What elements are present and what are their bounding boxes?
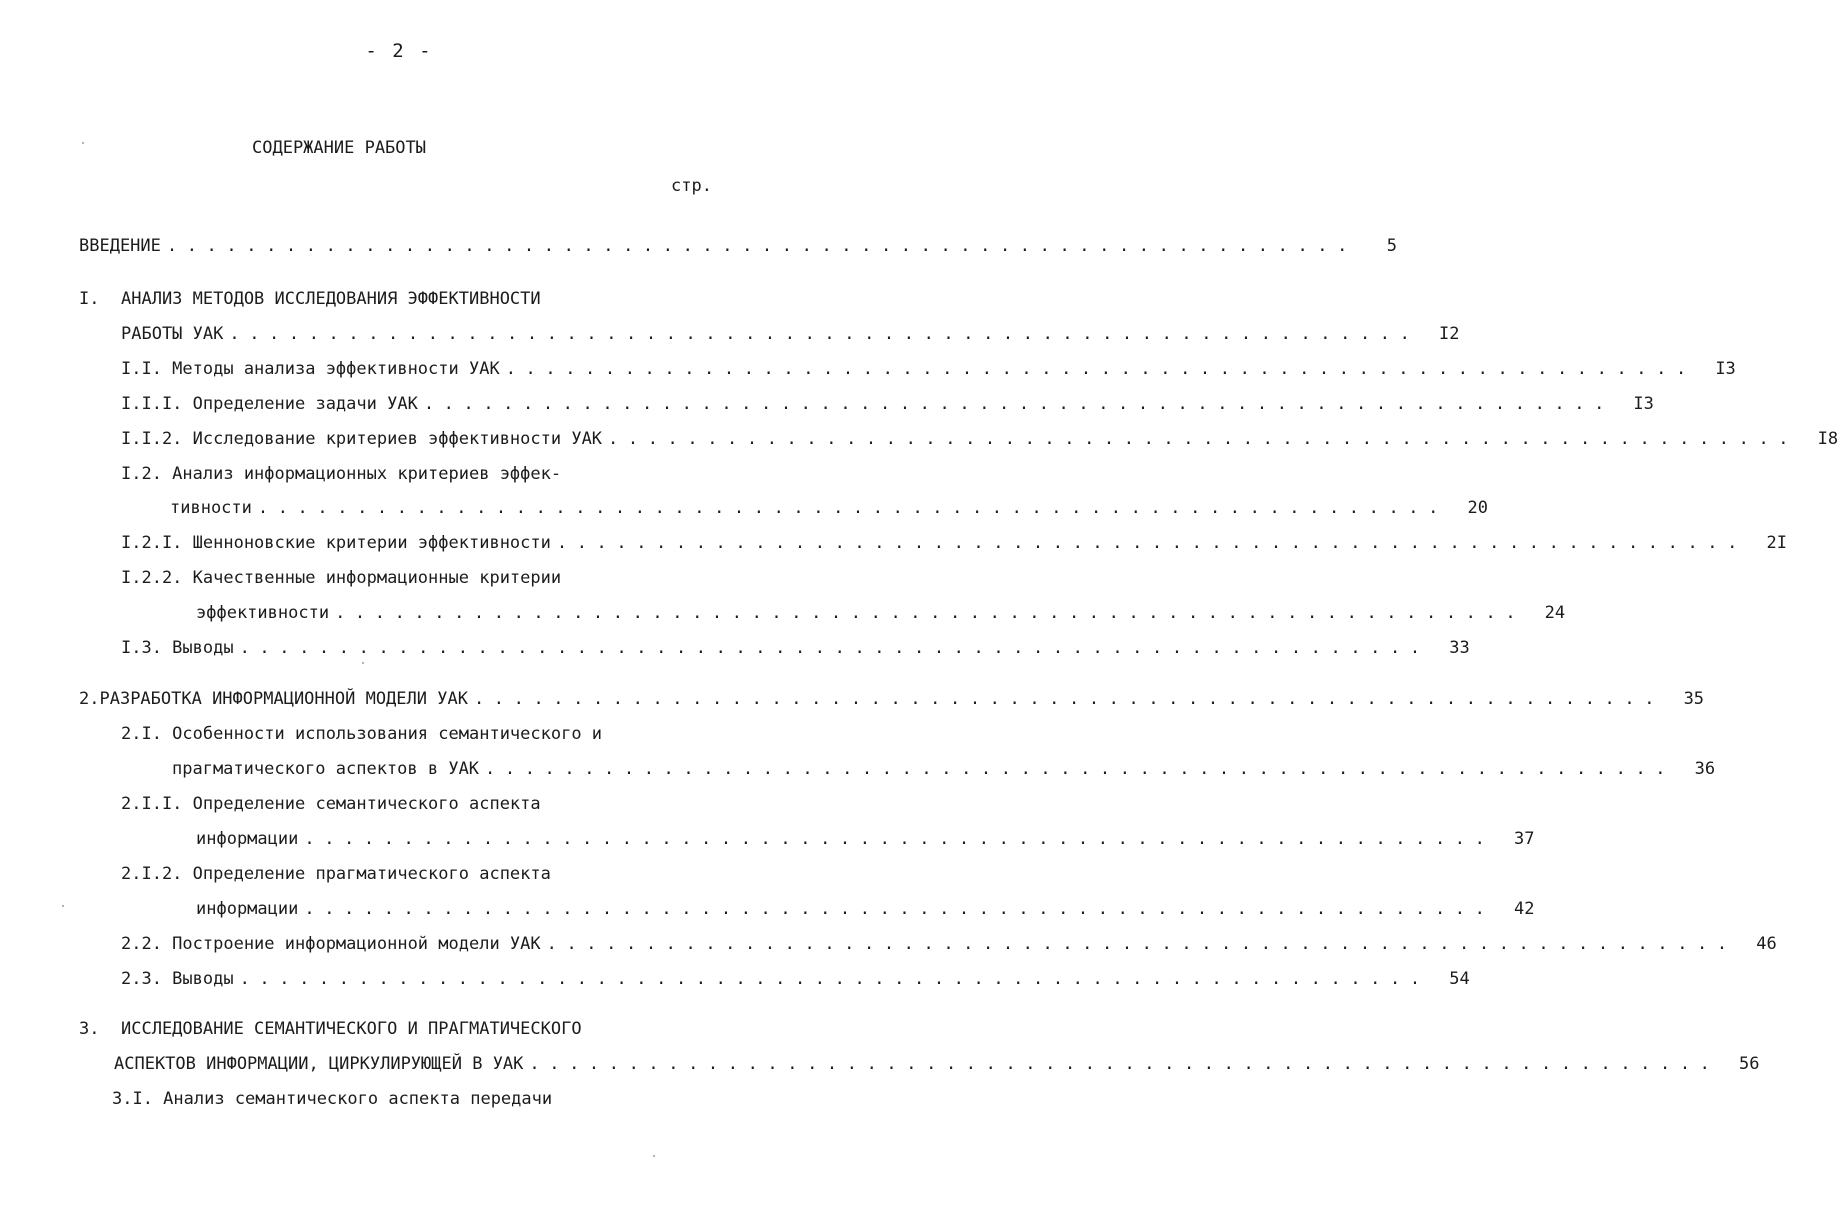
toc-dot-leader: ............................................................ xyxy=(473,689,1665,709)
toc-entry xyxy=(121,791,696,817)
toc-entry-label: 2.I. Особенности использования семантического и xyxy=(121,724,603,744)
toc-entry-label: РАЗРАБОТКА ИНФОРМАЦИОННОЙ МОДЕЛИ УАК xyxy=(99,689,468,709)
toc-page-number: I2 xyxy=(1438,324,1460,344)
toc-entry xyxy=(121,861,696,887)
scan-speck xyxy=(653,1155,655,1157)
toc-entry-label: I.2.2. Качественные информационные критерии xyxy=(121,568,562,588)
page-column-header: стр. xyxy=(671,176,712,196)
toc-entry-label: информации xyxy=(196,829,299,849)
toc-entry-label: 2.I.2. Определение прагматического аспекта xyxy=(121,864,551,884)
toc-entry-label: 2.2. Построение информационной модели УАК xyxy=(121,934,541,954)
toc-page-number: 35 xyxy=(1683,689,1705,709)
toc-page-number: I8 xyxy=(1817,429,1838,449)
toc-entry xyxy=(79,1016,696,1042)
toc-entry-label: 3.I. Анализ семантического аспекта передачи xyxy=(112,1089,553,1109)
toc-entry xyxy=(196,600,1566,626)
toc-entry-label: I.2. Анализ информационных критериев эффек- xyxy=(121,464,562,484)
toc-entry-label: 2.I.I. Определение семантического аспекта xyxy=(121,794,541,814)
toc-page-number: 2I xyxy=(1766,533,1787,553)
toc-dot-leader: ............................................................ xyxy=(239,969,1430,989)
toc-entry xyxy=(121,931,1777,957)
toc-page-number: 36 xyxy=(1694,759,1716,779)
toc-dot-leader: ............................................................ xyxy=(239,638,1430,658)
toc-entry-label: I.3. Выводы xyxy=(121,638,234,658)
toc-dot-leader: ............................................................ xyxy=(556,533,1747,553)
toc-entry-label: прагматического аспектов в УАК xyxy=(172,759,480,779)
toc-entry xyxy=(121,530,1787,556)
toc-dot-leader: ............................................................ xyxy=(608,429,1799,449)
toc-entry xyxy=(121,966,1470,992)
toc-entry xyxy=(121,391,1654,417)
toc-entry-number: 2. xyxy=(79,689,100,709)
toc-entry xyxy=(121,635,1470,661)
toc-entry-label: АСПЕКТОВ ИНФОРМАЦИИ, ЦИРКУЛИРУЮЩЕЙ В УАК xyxy=(114,1054,524,1074)
toc-page-number: 37 xyxy=(1513,829,1535,849)
toc-entry-label: ИССЛЕДОВАНИЕ СЕМАНТИЧЕСКОГО И ПРАГМАТИЧЕСКОГО xyxy=(121,1019,582,1039)
toc-entry-label: I.I.I. Определение задачи УАК xyxy=(121,394,418,414)
toc-page-number: 20 xyxy=(1467,498,1488,518)
scan-speck xyxy=(82,142,84,144)
toc-page-number: 33 xyxy=(1449,638,1470,658)
toc-entry xyxy=(121,721,696,747)
toc-dot-leader: ............................................................ xyxy=(546,934,1737,954)
toc-entry xyxy=(121,426,1838,452)
toc-entry xyxy=(79,233,1397,259)
toc-entry xyxy=(121,356,1736,382)
toc-dot-leader: ............................................................ xyxy=(505,359,1696,379)
toc-page-number: 54 xyxy=(1449,969,1470,989)
toc-entry-label: 2.3. Выводы xyxy=(121,969,234,989)
toc-page-number: 24 xyxy=(1544,603,1566,623)
toc-page-number: 46 xyxy=(1756,934,1777,954)
toc-entry xyxy=(114,1051,1760,1077)
scan-speck xyxy=(62,905,64,907)
toc-entry-label: РАБОТЫ УАК xyxy=(121,324,224,344)
toc-page-number: I3 xyxy=(1633,394,1654,414)
toc-entry xyxy=(121,321,1460,347)
toc-entry-number: 3. xyxy=(79,1019,100,1039)
toc-entry xyxy=(79,286,696,312)
toc-dot-leader: ............................................................ xyxy=(423,394,1614,414)
toc-entry-label: информации xyxy=(196,899,299,919)
toc-entry-label: эффективности xyxy=(196,603,330,623)
toc-dot-leader: ............................................................ xyxy=(304,829,1495,849)
toc-entry xyxy=(196,826,1535,852)
toc-dot-leader: ............................................................ xyxy=(304,899,1495,919)
toc-page-number: 5 xyxy=(1386,236,1397,256)
toc-dot-leader: ............................................................ xyxy=(335,603,1526,623)
toc-entry xyxy=(196,896,1535,922)
toc-entry xyxy=(121,565,696,591)
toc-dot-leader: ............................................................ xyxy=(166,236,1357,256)
toc-entry-label: ВВЕДЕНИЕ xyxy=(79,236,161,256)
toc-entry-number: I. xyxy=(79,289,100,309)
page-number: - 2 - xyxy=(365,40,433,62)
toc-entry-label: I.2.I. Шенноновские критерии эффективности xyxy=(121,533,551,553)
toc-page-number: I3 xyxy=(1715,359,1736,379)
toc-entry xyxy=(112,1086,696,1112)
toc-entry-label: АНАЛИЗ МЕТОДОВ ИССЛЕДОВАНИЯ ЭФФЕКТИВНОСТИ xyxy=(121,289,541,309)
toc-entry xyxy=(172,756,1716,782)
toc-entry xyxy=(170,495,1488,521)
toc-dot-leader: ............................................................ xyxy=(485,759,1676,779)
toc-entry-label: I.I. Методы анализа эффективности УАК xyxy=(121,359,500,379)
toc-entry-label: тивности xyxy=(170,498,252,518)
toc-page-number: 56 xyxy=(1739,1054,1760,1074)
scan-speck xyxy=(362,662,364,664)
toc-entry-label: I.I.2. Исследование критериев эффективности УАК xyxy=(121,429,603,449)
toc-entry xyxy=(79,686,1705,712)
toc-dot-leader: ............................................................ xyxy=(257,498,1448,518)
toc-dot-leader: ............................................................ xyxy=(229,324,1420,344)
toc-dot-leader: ............................................................ xyxy=(529,1054,1720,1074)
toc-page-number: 42 xyxy=(1513,899,1535,919)
toc-entry xyxy=(121,461,696,487)
page-title: СОДЕРЖАНИЕ РАБОТЫ xyxy=(252,138,426,158)
